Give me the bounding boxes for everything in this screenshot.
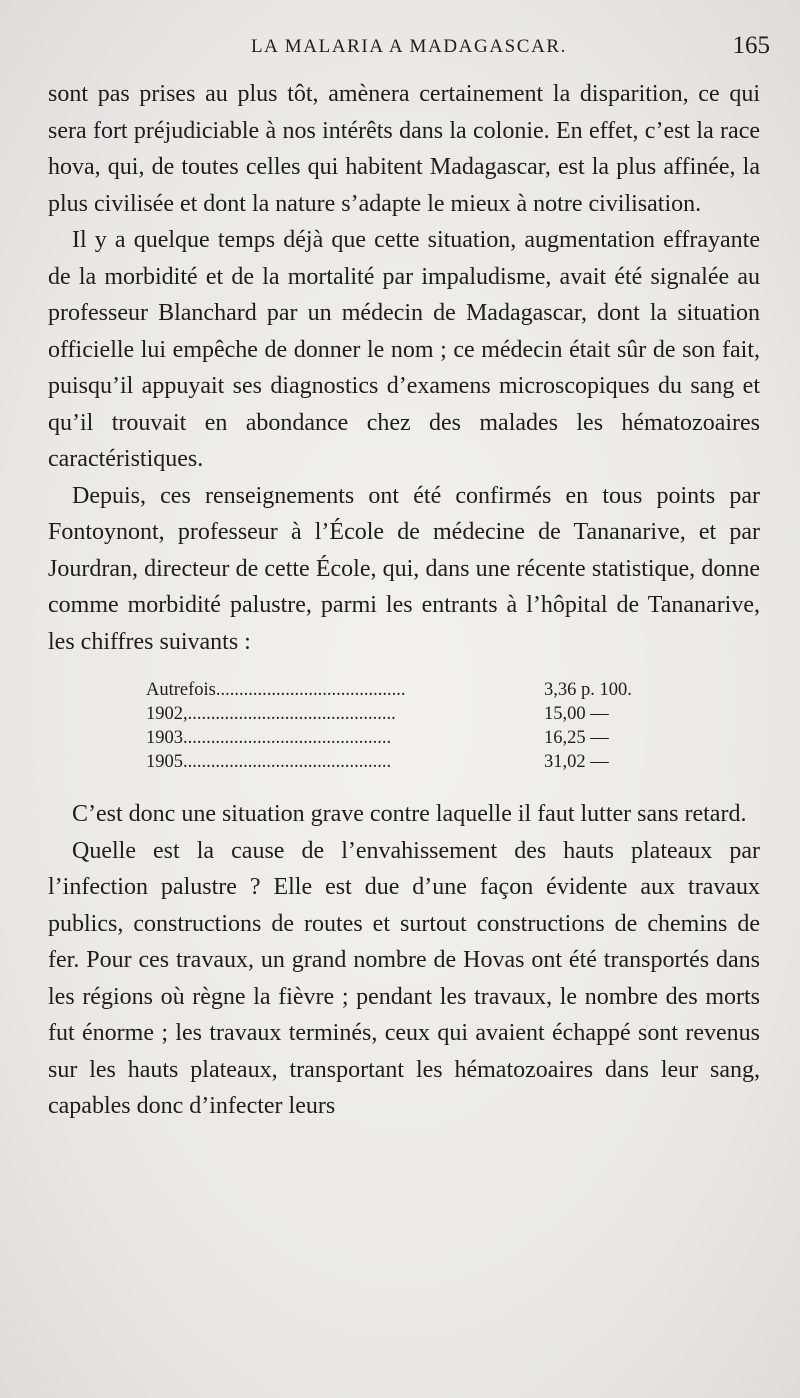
- paragraph-blanchard: Il y a quelque temps déjà que cette situation, augmentation effrayante de la morbidité et de la mortalité par impaludisme, avait été signalée au professeur Blanchard par un médecin de Madagascar, dont la situation officielle lui empêche de donner le nom ; ce médecin était sûr de son fait, puisqu’il appuyait ses diagnostics d’examens microscopiques du sang et qu’il trouvait en abondance chez des malades les hématozoaires caractéristiques.: [48, 227, 760, 472]
- row-value: 31,02 —: [544, 752, 609, 772]
- page-header: [48, 32, 770, 66]
- row-value: 3,36 p. 100.: [544, 680, 632, 700]
- row-label: Autrefois.........................................: [146, 680, 406, 700]
- paragraph-continuation: sont pas prises au plus tôt, amènera certainement la disparition, ce qui sera fort préjudiciable à nos intérêts dans la colonie. En effet, c’est la race hova, qui, de toutes celles qui habitent Madagascar, est la plus affinée, la plus civilisée et dont la nature s’adapte le mieux à notre civilisation.: [48, 81, 760, 217]
- table-row: [146, 702, 656, 726]
- page-number: 165: [732, 32, 770, 59]
- table-row: [146, 726, 656, 750]
- running-title: LA MALARIA A MADAGASCAR.: [250, 36, 568, 57]
- row-label: 1905.............................................: [146, 752, 392, 772]
- morbidity-table: [146, 678, 656, 774]
- row-label: 1903.............................................: [146, 728, 392, 748]
- table-row: [146, 678, 656, 702]
- paragraph-cause: Quelle est la cause de l’envahissement des hauts plateaux par l’infection palustre ? Elle est due d’une façon évidente aux travaux publics, constructions de routes et surtout constructions de chemins de fer. Pour ces travaux, un grand nombre de Hovas ont été transportés dans les régions où règne la fièvre ; pendant les travaux, le nombre des morts fut énorme ; les travaux terminés, ceux qui avaient échappé sont revenus sur les hauts plateaux, transportant les hématozoaires dans leur sang, capables donc d’infecter leurs: [48, 837, 760, 1119]
- paragraph-situation: C’est donc une situation grave contre laquelle il faut lutter sans retard.: [72, 801, 747, 827]
- table-row: [146, 750, 656, 774]
- row-value: 15,00 —: [544, 704, 609, 724]
- row-label: 1902,.............................................: [146, 704, 396, 724]
- paragraph-fontoynont: Depuis, ces renseignements ont été confirmés en tous points par Fontoynont, professeur à l’École de médecine de Tananarive, et par Jourdran, directeur de cette École, qui, dans une récente statistique, donne comme morbidité palustre, parmi les entrants à l’hôpital de Tananarive, les chiffres suivants :: [48, 482, 760, 655]
- row-value: 16,25 —: [544, 728, 609, 748]
- body-text: [48, 76, 760, 1125]
